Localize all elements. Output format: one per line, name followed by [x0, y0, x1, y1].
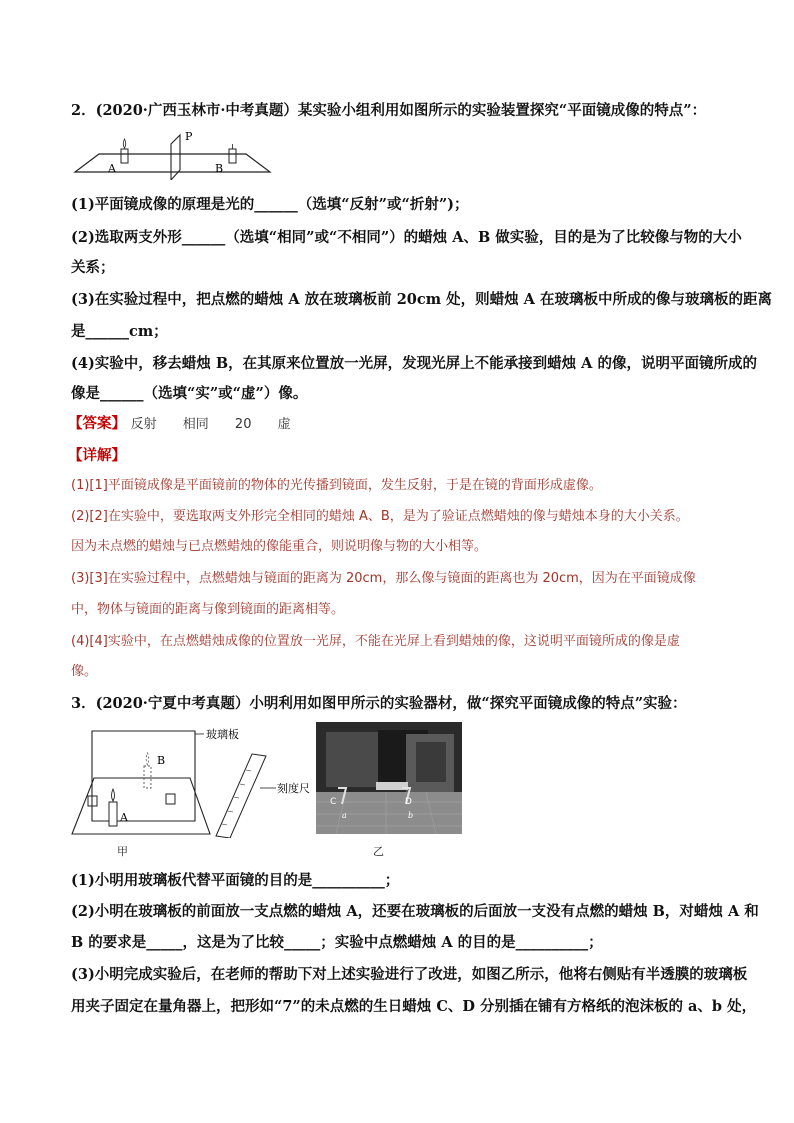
candle-a-flame — [123, 139, 126, 148]
candle-b — [229, 149, 236, 163]
figure-yi — [316, 722, 462, 834]
q3-item-2-cont: B 的要求是_____，这是为了比较_____；实验中点燃蜡烛 A 的目的是__________； — [71, 934, 603, 951]
q3-item-2: (2)小明在玻璃板的前面放一支点燃的蜡烛 A，还要在玻璃板的后面放一支没有点燃的蜡烛 B，对蜡烛 A 和 — [71, 903, 759, 920]
q2-item-2-cont: 关系； — [71, 259, 115, 276]
answer-3: 20 — [234, 417, 252, 432]
glass-plate — [92, 731, 195, 821]
label-d: D — [405, 797, 412, 807]
candle-a — [121, 149, 128, 163]
q2-item-3: (3)在实验过程中，把点燃的蜡烛 A 放在玻璃板前 20cm 处，则蜡烛 A 在玻璃板中所成的像与玻璃板的距离 — [71, 291, 772, 308]
label-a-point: a — [342, 811, 347, 820]
figure-jia — [70, 726, 310, 838]
label-p: P — [185, 130, 193, 143]
ruler — [216, 754, 266, 838]
q3-item-1: (1)小明用玻璃板代替平面镜的目的是__________； — [71, 872, 400, 889]
label-a: A — [108, 162, 116, 175]
detail-3-cont: 中，物体与镜面的距离与像到镜面的距离相等。 — [71, 602, 345, 617]
label-b: B — [157, 754, 166, 767]
label-b: B — [215, 162, 224, 175]
q2-heading: 2．(2020·广西玉林市·中考真题）某实验小组利用如图所示的实验装置探究“平面镜成像的特点”： — [71, 102, 707, 119]
q2-item-4-cont: 像是______（选填“实”或“虚”）像。 — [71, 385, 308, 402]
q3-item-3: (3)小明完成实验后，在老师的帮助下对上述实验进行了改进，如图乙所示，他将右侧贴有半透膜的玻璃板 — [71, 966, 748, 983]
glass-plate-p — [171, 135, 180, 180]
answer-1: 反射 — [130, 417, 157, 432]
answer-4: 虚 — [277, 417, 291, 432]
candle-a-flame — [112, 789, 115, 801]
caption-yi: 乙 — [373, 845, 384, 858]
detail-1: (1)[1]平面镜成像是平面镜前的物体的光传播到镜面，发生反射，于是在镜的背面形成虚像。 — [71, 478, 602, 493]
label-b-point: b — [408, 811, 414, 820]
q2-item-2: (2)选取两支外形______（选填“相同”或“不相同”）的蜡烛 A、B 做实验，目的是为了比较像与物的大小 — [71, 229, 742, 246]
q2-item-4: (4)实验中，移去蜡烛 B，在其原来位置放一光屏，发现光屏上不能承接到蜡烛 A 的像，说明平面镜所成的 — [71, 355, 757, 372]
answer-row — [68, 414, 313, 435]
candle-b-image — [144, 766, 151, 788]
q3-heading: 3．(2020·宁夏中考真题）小明利用如图甲所示的实验器材，做“探究平面镜成像的特点”实验： — [71, 695, 687, 712]
detail-tag: 【详解】 — [68, 447, 126, 464]
answer-2: 相同 — [182, 417, 209, 432]
detail-3: (3)[3]在实验过程中，点燃蜡烛与镜面的距离为 20cm，那么像与镜面的距离也为 20cm，因为在平面镜成像 — [71, 571, 696, 586]
table-surface — [75, 154, 270, 172]
label-glass: 玻璃板 — [206, 728, 239, 741]
detail-2: (2)[2]在实验中，要选取两支外形完全相同的蜡烛 A、B，是为了验证点燃蜡烛的像与蜡烛本身的大小关系。 — [71, 509, 689, 524]
q2-figure — [70, 130, 280, 180]
label-c: C — [330, 797, 337, 807]
answer-tag: 【答案】 — [68, 415, 126, 432]
detail-4: (4)[4]实验中，在点燃蜡烛成像的位置放一光屏，不能在光屏上看到蜡烛的像，这说明平面镜所成的像是虚 — [71, 634, 680, 649]
candle-a — [109, 802, 117, 826]
q2-item-3-cont: 是______cm； — [71, 323, 168, 340]
label-a: A — [120, 811, 128, 824]
label-ruler: 刻度尺 — [277, 782, 310, 795]
q3-item-3-cont: 用夹子固定在量角器上，把形如“7”的未点燃的生日蜡烛 C、D 分别插在铺有方格纸的泡沫板的 a、b 处， — [71, 998, 757, 1015]
detail-2-cont: 因为未点燃的蜡烛与已点燃蜡烛的像能重合，则说明像与物的大小相等。 — [71, 539, 488, 554]
detail-4-cont: 像。 — [71, 664, 98, 679]
q2-item-1: (1)平面镜成像的原理是光的______（选填“反射”或“折射”)； — [71, 196, 469, 213]
caption-jia: 甲 — [117, 845, 128, 858]
